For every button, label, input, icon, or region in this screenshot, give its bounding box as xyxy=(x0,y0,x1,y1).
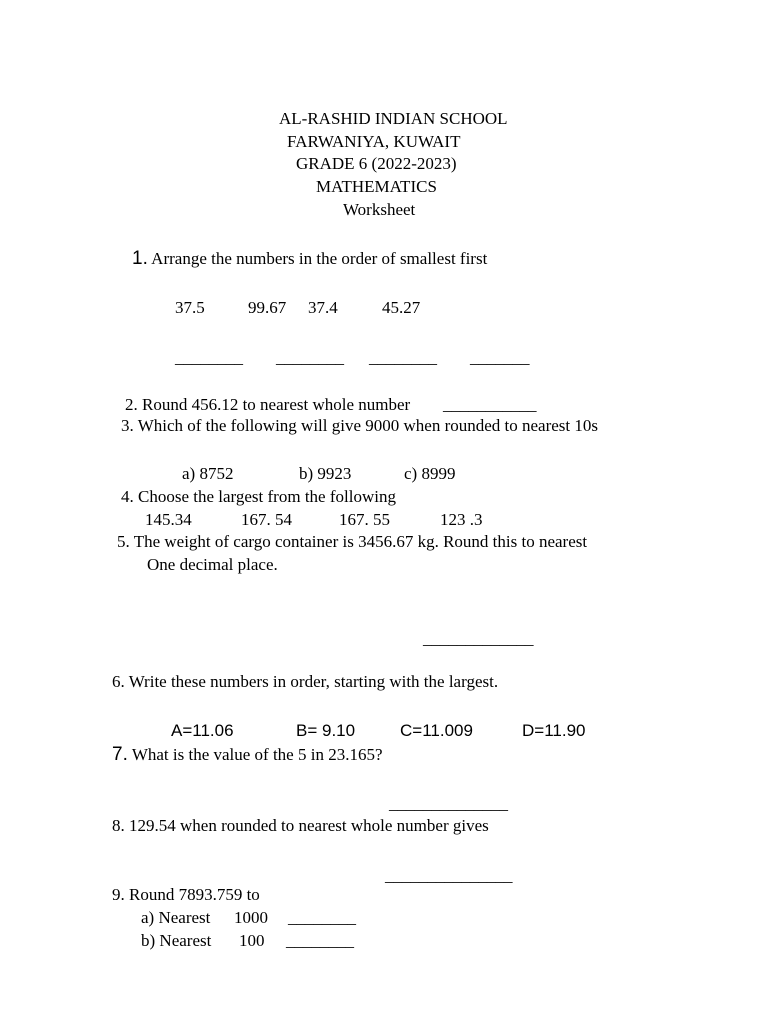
q5-answer-blank[interactable]: _____________ xyxy=(423,629,534,648)
q8-answer-blank[interactable]: _______________ xyxy=(385,866,513,885)
q1-answer-blank[interactable]: ________ xyxy=(276,348,344,367)
subject-title: MATHEMATICS xyxy=(316,177,437,196)
q9b-answer-blank[interactable]: ________ xyxy=(286,931,354,950)
document-type: Worksheet xyxy=(343,200,416,219)
q1-answer-blank[interactable]: ________ xyxy=(175,348,243,367)
q3-option-a: a) 8752 xyxy=(182,464,234,483)
question-1 xyxy=(132,249,487,269)
q1-number: 99.67 xyxy=(248,298,287,317)
question-7 xyxy=(112,745,383,765)
q2-answer-blank[interactable]: ___________ xyxy=(443,395,537,414)
q9a-answer-blank[interactable]: ________ xyxy=(288,908,356,927)
question-7-number: 7. xyxy=(112,744,128,765)
q9b-value: 100 xyxy=(239,931,265,950)
q9b-label: b) Nearest xyxy=(141,931,212,950)
grade-year: GRADE 6 (2022-2023) xyxy=(296,154,457,173)
q6-item-c: C=11.009 xyxy=(400,721,473,740)
question-2-text: 2. Round 456.12 to nearest whole number xyxy=(125,395,411,414)
q6-item-a: A=11.06 xyxy=(171,721,234,740)
question-5-text: 5. The weight of cargo container is 3456.67 kg. Round this to nearest xyxy=(117,532,588,551)
q1-answer-blank[interactable]: _______ xyxy=(470,348,530,367)
question-5-text-continued: One decimal place. xyxy=(147,555,278,574)
question-8-text: 8. 129.54 when rounded to nearest whole number gives xyxy=(112,816,489,835)
q7-answer-blank[interactable]: ______________ xyxy=(389,794,508,813)
question-9-text: 9. Round 7893.759 to xyxy=(112,885,260,904)
question-7-text: What is the value of the 5 in 23.165? xyxy=(131,745,383,764)
q9a-value: 1000 xyxy=(234,908,268,927)
q4-number: 167. 55 xyxy=(339,510,390,529)
q9a-label: a) Nearest xyxy=(141,908,211,927)
q4-number: 123 .3 xyxy=(440,510,483,529)
question-1-number: 1. xyxy=(132,248,148,269)
question-3-text: 3. Which of the following will give 9000 when rounded to nearest 10s xyxy=(121,416,599,435)
question-6-text: 6. Write these numbers in order, starting with the largest. xyxy=(112,672,499,691)
q1-number: 37.5 xyxy=(175,298,205,317)
q1-number: 45.27 xyxy=(382,298,421,317)
school-name: AL-RASHID INDIAN SCHOOL xyxy=(279,109,508,128)
q3-option-c: c) 8999 xyxy=(404,464,456,483)
q4-number: 167. 54 xyxy=(241,510,292,529)
school-location: FARWANIYA, KUWAIT xyxy=(287,132,461,151)
question-1-text: Arrange the numbers in the order of smallest first xyxy=(151,249,488,268)
q4-number: 145.34 xyxy=(145,510,192,529)
q1-number: 37.4 xyxy=(308,298,338,317)
q3-option-b: b) 9923 xyxy=(299,464,352,483)
q6-item-d: D=11.90 xyxy=(522,721,586,740)
question-4-text: 4. Choose the largest from the following xyxy=(121,487,396,506)
q1-answer-blank[interactable]: ________ xyxy=(369,348,437,367)
q6-item-b: B= 9.10 xyxy=(296,721,356,740)
